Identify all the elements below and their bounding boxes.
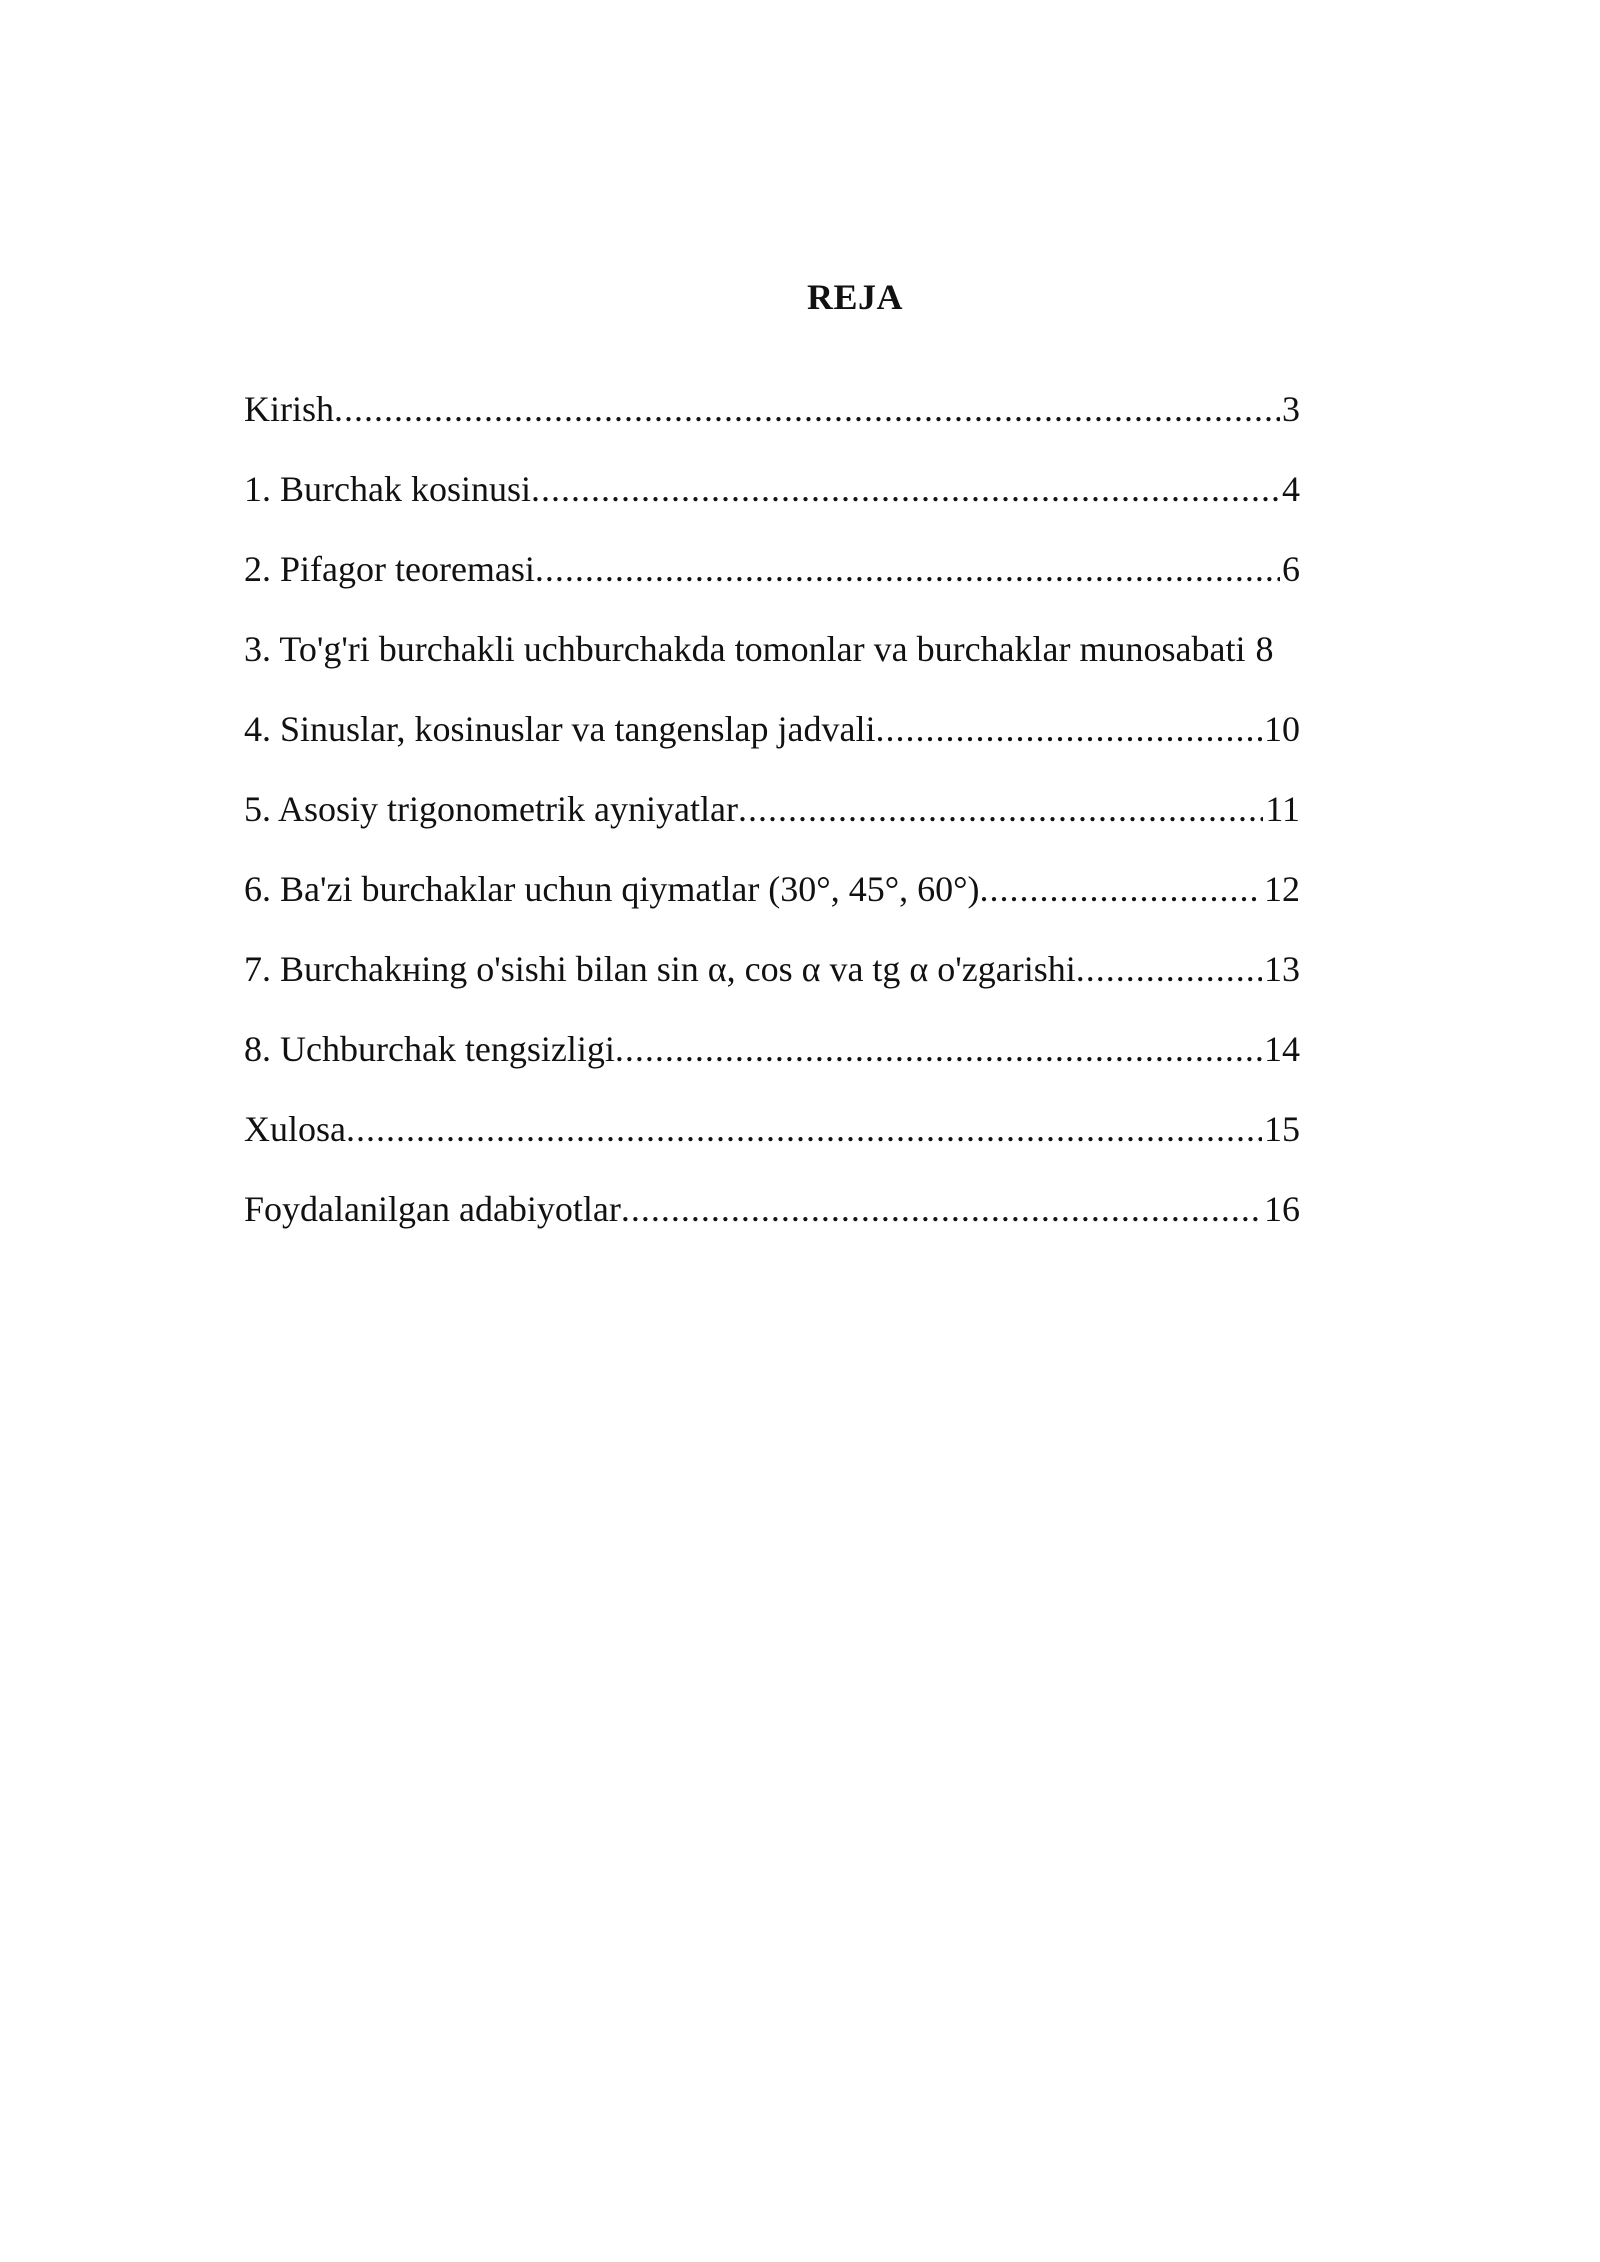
toc-item-2 bbox=[244, 544, 1344, 624]
toc-item-1 bbox=[244, 464, 1344, 544]
page-title: REJA bbox=[806, 277, 903, 317]
toc-dot-leader bbox=[979, 864, 1262, 914]
toc-item-5 bbox=[244, 784, 1344, 864]
table-of-contents bbox=[244, 384, 1344, 1264]
toc-dot-leader bbox=[615, 1024, 1262, 1074]
toc-page-number: 10 bbox=[1264, 709, 1300, 749]
toc-page-number: 12 bbox=[1264, 869, 1300, 909]
toc-item-7 bbox=[244, 944, 1344, 1024]
toc-dot-leader bbox=[334, 384, 1280, 434]
toc-item-8 bbox=[244, 1024, 1344, 1104]
toc-page-number: 6 bbox=[1282, 549, 1300, 589]
toc-item-label: 8. Uchburchak tengsizligi bbox=[244, 1029, 615, 1069]
toc-item-label: Kirish bbox=[244, 389, 334, 429]
toc-page-number: 4 bbox=[1282, 469, 1300, 509]
toc-page-number: 11 bbox=[1265, 789, 1300, 829]
toc-item-label: 6. Ba'zi burchaklar uchun qiymatlar (30°, 45°, 60°) bbox=[244, 869, 980, 909]
toc-item-3 bbox=[244, 624, 1344, 704]
toc-item-label: 1. Burchak kosinusi bbox=[244, 469, 531, 509]
toc-page-number: 13 bbox=[1264, 949, 1300, 989]
toc-item-introduction bbox=[244, 384, 1344, 464]
toc-item-6 bbox=[244, 864, 1344, 944]
toc-page-number: 15 bbox=[1264, 1109, 1300, 1149]
toc-dot-leader bbox=[738, 784, 1263, 834]
toc-page-number: 16 bbox=[1264, 1189, 1300, 1229]
toc-item-conclusion bbox=[244, 1104, 1344, 1184]
toc-item-label: 3. To'g'ri burchakli uchburchakda tomonlar va burchaklar munosabati bbox=[244, 629, 1246, 669]
toc-dot-leader bbox=[621, 1184, 1262, 1234]
toc-item-label: 2. Pifagor teoremasi bbox=[244, 549, 535, 589]
toc-item-references bbox=[244, 1184, 1344, 1264]
toc-dot-leader bbox=[531, 464, 1280, 514]
toc-dot-leader bbox=[1076, 944, 1262, 994]
toc-item-label: 7. Burchakнing o'sishi bilan sin α, cos α va tg α o'zgarishi bbox=[244, 949, 1076, 989]
toc-item-label: Foydalanilgan adabiyotlar bbox=[244, 1189, 621, 1229]
toc-page-number: 3 bbox=[1282, 389, 1300, 429]
toc-item-label: 5. Asosiy trigonometrik ayniyatlar bbox=[244, 789, 738, 829]
toc-page-number: 8 bbox=[1255, 629, 1274, 669]
toc-item-label: 4. Sinuslar, kosinuslar va tangenslap jadvali bbox=[244, 709, 876, 749]
toc-dot-leader bbox=[346, 1104, 1262, 1154]
toc-dot-leader bbox=[535, 544, 1280, 594]
toc-page-number: 14 bbox=[1264, 1029, 1300, 1069]
toc-item-4 bbox=[244, 704, 1344, 784]
toc-item-label: Xulosa bbox=[244, 1109, 346, 1149]
toc-dot-leader bbox=[875, 704, 1262, 754]
